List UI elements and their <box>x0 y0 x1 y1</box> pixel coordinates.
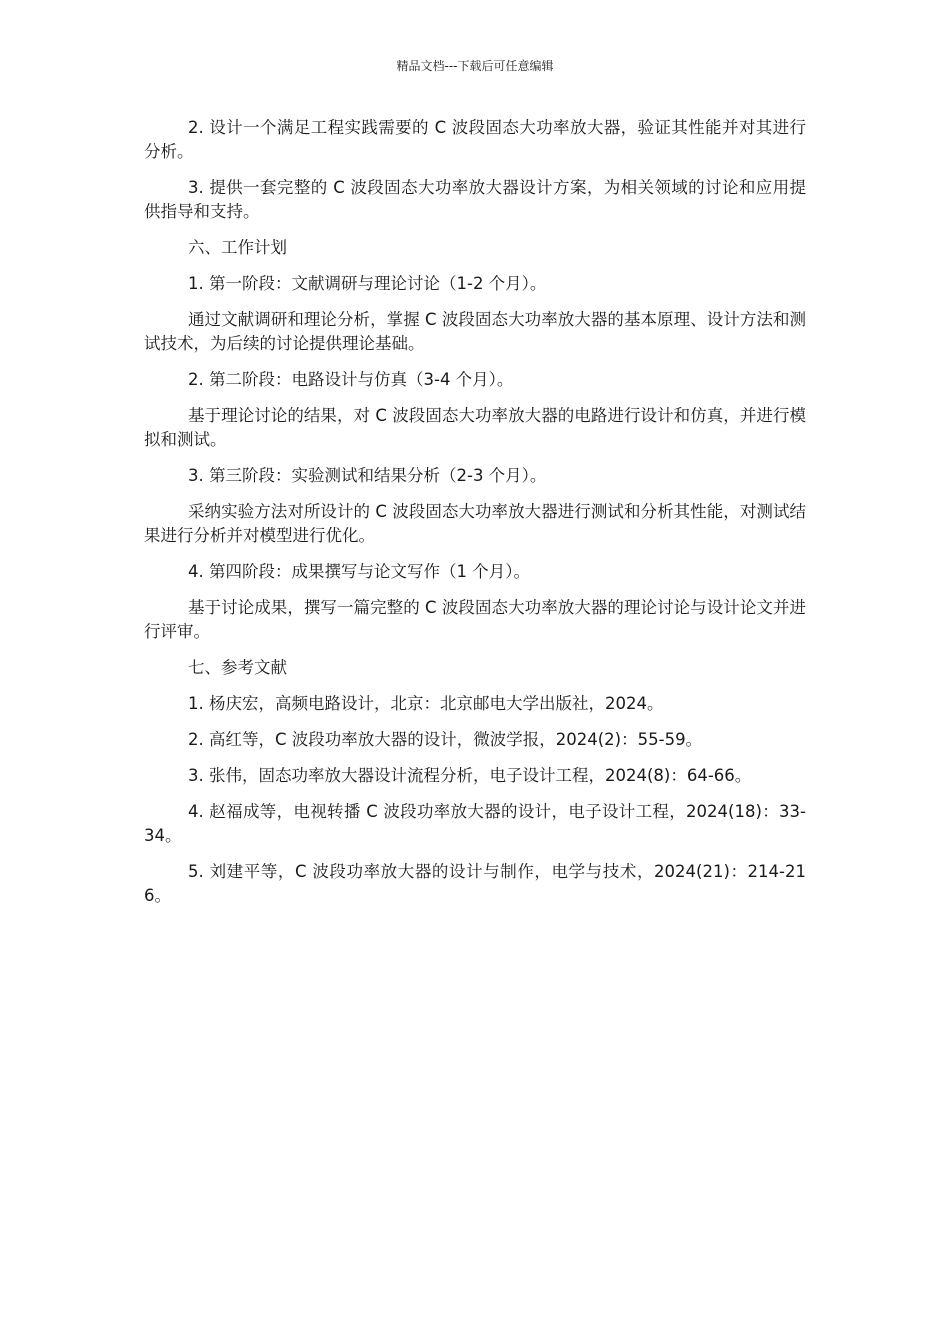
section-heading-work-plan: 六、工作计划 <box>188 238 287 257</box>
plan-stage-1-desc: 通过文献调研和理论分析，掌握 C 波段固态大功率放大器的基本原理、设计方法和测试技术，为后续的讨论提供理论基础。 <box>144 310 806 353</box>
page-header: 精品文档---下载后可任意编辑 <box>396 59 554 73</box>
plan-stage-4-desc: 基于讨论成果，撰写一篇完整的 C 波段固态大功率放大器的理论讨论与设计论文并进行评审。 <box>144 598 806 641</box>
reference-item-5: 5. 刘建平等，C 波段功率放大器的设计与制作，电学与技术，2024(21)：214-216。 <box>144 862 806 905</box>
reference-item-3: 3. 张伟，固态功率放大器设计流程分析，电子设计工程，2024(8)：64-66。 <box>188 766 752 785</box>
reference-item-4: 4. 赵福成等，电视转播 C 波段功率放大器的设计，电子设计工程，2024(18)：33-34。 <box>144 802 806 845</box>
reference-item-2: 2. 高红等，C 波段功率放大器的设计，微波学报，2024(2)：55-59。 <box>188 730 703 749</box>
plan-stage-3-title: 3. 第三阶段：实验测试和结果分析（2-3 个月）。 <box>188 466 547 485</box>
reference-item-1: 1. 杨庆宏，高频电路设计，北京：北京邮电大学出版社，2024。 <box>188 694 664 713</box>
plan-stage-2-desc: 基于理论讨论的结果，对 C 波段固态大功率放大器的电路进行设计和仿真，并进行模拟和测试。 <box>144 406 806 449</box>
objective-item-3: 3. 提供一套完整的 C 波段固态大功率放大器设计方案，为相关领域的讨论和应用提供指导和支持。 <box>144 178 806 221</box>
plan-stage-2-title: 2. 第二阶段：电路设计与仿真（3-4 个月）。 <box>188 370 514 389</box>
plan-stage-4-title: 4. 第四阶段：成果撰写与论文写作（1 个月）。 <box>188 562 530 581</box>
objective-item-2: 2. 设计一个满足工程实践需要的 C 波段固态大功率放大器，验证其性能并对其进行分析。 <box>144 118 806 161</box>
section-heading-references: 七、参考文献 <box>188 658 287 677</box>
plan-stage-1-title: 1. 第一阶段：文献调研与理论讨论（1-2 个月）。 <box>188 274 547 293</box>
plan-stage-3-desc: 采纳实验方法对所设计的 C 波段固态大功率放大器进行测试和分析其性能，对测试结果进行分析并对模型进行优化。 <box>144 502 806 545</box>
document-body <box>144 116 806 920</box>
